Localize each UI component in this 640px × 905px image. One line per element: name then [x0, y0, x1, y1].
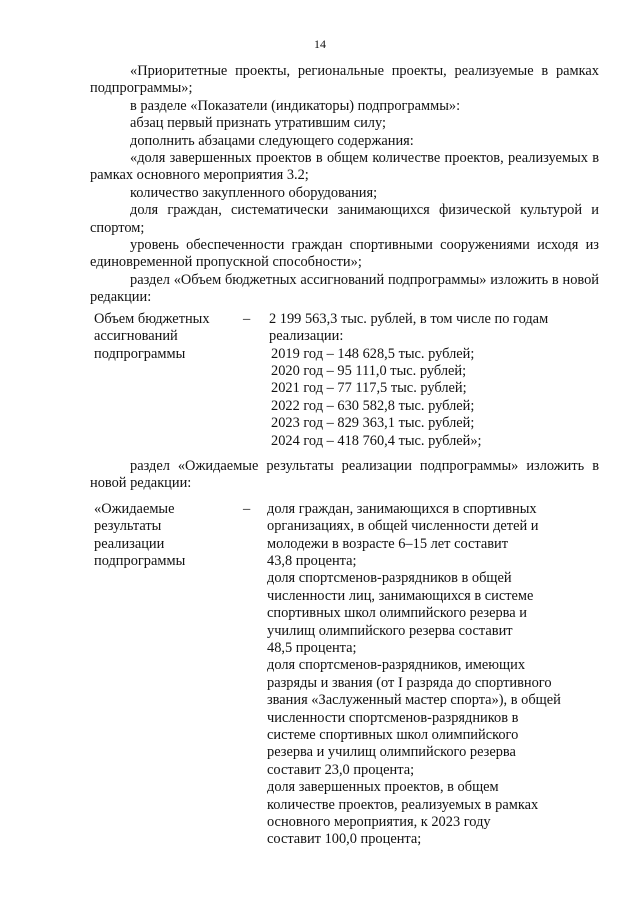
value-line: молодежи в возрасте 6–15 лет составит [267, 535, 509, 552]
paragraph: уровень обеспеченности граждан спортивными сооружениями исходя из единовременной пропускной способности»; [90, 237, 599, 271]
value-line: 2 199 563,3 тыс. рублей, в том числе по годам [269, 310, 549, 327]
budget-table-label [90, 311, 243, 450]
value-line: 2019 год – 148 628,5 тыс. рублей; [271, 345, 475, 362]
results-table-value [267, 501, 599, 849]
value-line: 2023 год – 829 363,1 тыс. рублей; [271, 415, 475, 432]
value-line: организациях, в общей численности детей и [267, 518, 539, 535]
page-number: 14 [314, 37, 326, 51]
value-line: 48,5 процента; [267, 640, 357, 656]
label-line: «Ожидаемые [94, 500, 175, 517]
label-line: подпрограммы [94, 552, 186, 569]
paragraph: раздел «Объем бюджетных ассигнований подпрограммы» изложить в новой редакции: [90, 271, 599, 306]
value-line: разряды и звания (от I разряда до спортивного [267, 674, 552, 691]
value-line: резерва и училищ олимпийского резерва [267, 744, 516, 761]
paragraph: «доля завершенных проектов в общем количестве проектов, реализуемых в рамках основного мероприятия 3.2; [90, 150, 599, 184]
label-line: реализации [94, 535, 165, 552]
value-line: 2024 год – 418 760,4 тыс. рублей»; [271, 432, 482, 449]
label-line: подпрограммы [94, 345, 186, 362]
document-body [90, 63, 599, 849]
value-line: училищ олимпийского резерва составит [267, 622, 513, 639]
value-line: звания «Заслуженный мастер спорта»), в общей [267, 692, 561, 709]
value-line: системе спортивных школ олимпийского [267, 727, 519, 744]
label-line: Объем бюджетных [94, 310, 210, 327]
value-line: количестве проектов, реализуемых в рамках [267, 796, 539, 813]
paragraph: доля граждан, систематически занимающихся физической культурой и спортом; [90, 202, 599, 236]
label-line: ассигнований [94, 328, 178, 345]
dash: – [243, 310, 251, 327]
value-line: составит 100,0 процента; [267, 831, 422, 848]
paragraph: «Приоритетные проекты, региональные проекты, реализуемые в рамках подпрограммы»; [90, 63, 599, 97]
value-line: 2022 год – 630 582,8 тыс. рублей; [271, 397, 475, 414]
paragraph: раздел «Ожидаемые результаты реализации подпрограммы» изложить в новой редакции: [90, 457, 599, 492]
value-line: доля завершенных проектов, в общем [267, 779, 499, 796]
value-line: доля граждан, занимающихся в спортивных [267, 500, 537, 517]
value-line: реализации: [269, 328, 344, 345]
value-line: спортивных школ олимпийского резерва и [267, 605, 527, 622]
value-line: доля спортсменов-разрядников, имеющих [267, 657, 526, 674]
value-line: 2021 год – 77 117,5 тыс. рублей; [271, 380, 467, 397]
budget-table-value [267, 311, 599, 450]
value-line: основного мероприятия, к 2023 году [267, 814, 491, 831]
value-line: 43,8 процента; [267, 552, 357, 569]
value-line: составит 23,0 процента; [267, 761, 415, 778]
value-line: численности лиц, занимающихся в системе [267, 587, 534, 604]
paragraph: количество закупленного оборудования; [130, 184, 378, 201]
value-line: 2020 год – 95 111,0 тыс. рублей; [271, 362, 467, 379]
value-line: доля спортсменов-разрядников в общей [267, 570, 512, 587]
dash: – [243, 500, 251, 517]
paragraph: в разделе «Показатели (индикаторы) подпрограммы»: [130, 97, 461, 114]
results-table-label [90, 501, 243, 849]
paragraph: дополнить абзацами следующего содержания: [130, 132, 414, 149]
results-table [90, 501, 599, 849]
value-line: численности спортсменов-разрядников в [267, 709, 519, 726]
paragraph: абзац первый признать утратившим силу; [130, 115, 386, 132]
label-line: результаты [94, 518, 162, 535]
budget-table [90, 311, 599, 450]
